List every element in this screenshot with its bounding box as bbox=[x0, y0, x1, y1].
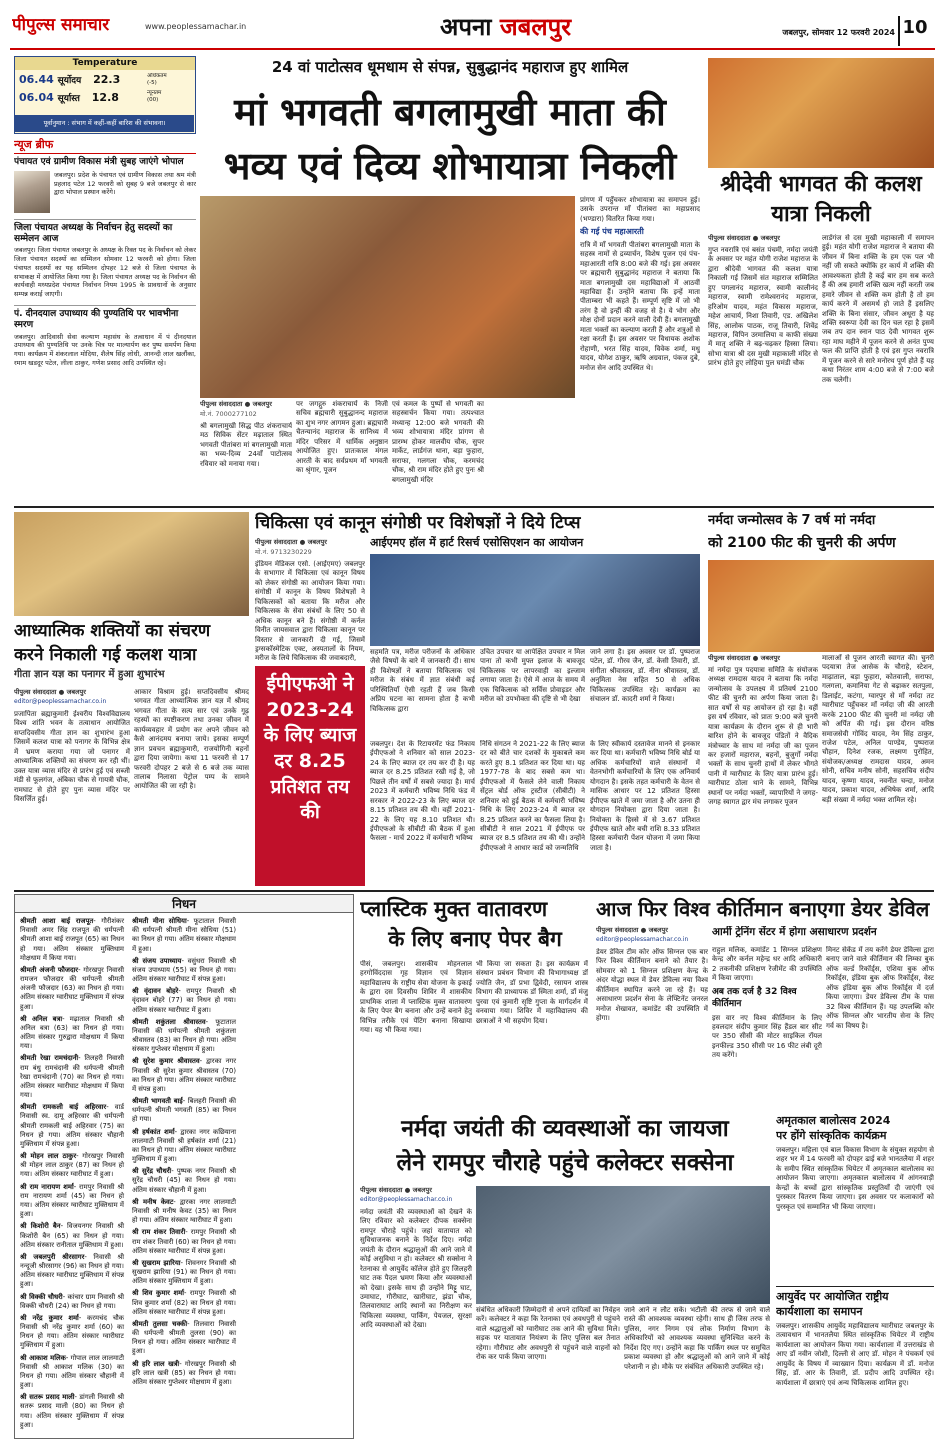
narmada-visit-col4: जाने आने न लौट सके। भटौली की तरफ से जाने वाले रास्ते की आवश्यक व्यवस्था रहेगी। साथ ही जिस तरफ से पुलिस, नगर निगम एवं लोक निर्माण विभाग के अधिकारियों को आवश्यक व्यवस्था सुनिश्चित करने के निर्देश दिए गए। उन्होंने कहा कि पार्किंग स्थल पर समुचित प्रकाश व्यवस्था हो और श्रद्धालुओं को आने जाने में कोई परेशानी न हो। मौके पर संबंधित अधिकारी उपस्थित रहे। bbox=[624, 1306, 770, 1371]
obituary-text: - गौरीशंकर निवासी अमर सिंह राजपूत की धर्मपत्नी श्रीमती आशा बाई राजपूत (65) का निधन हो गया। अंतिम संस्कार मुक्तिधाम मोक्षधाम में किया गया। bbox=[20, 917, 124, 962]
max-label: अधिकतम bbox=[147, 73, 167, 79]
obituary-text: - गोरखपुर निवासी श्री हरि लाल खत्री (85) का निधन हो गया। अंतिम संस्कार गुप्तेश्वर मोक्षधाम में हुआ। bbox=[132, 1359, 236, 1386]
obituary-text: - कांचार ग्राम निवासी श्री विक्की चौधरी (24) का निधन हो गया। bbox=[20, 1292, 124, 1310]
seminar-col1: इंडियन मेडिकल एसो. (आईएमए) जबलपुर के सभागार में चिकित्सा एवं कानून विषय को लेकर संगोष्ठी का आयोजन किया गया। संगोष्ठी में कानून के विषय विशेषज्ञों ने चिकित्सकों को बताया कि मरीज और चिकित्सक के सेवा संबंधों के लिए 50 से अधिक कानून बने हैं। संगोष्ठी में कर्नल विनीत जायसवाल द्वारा चिकित्सा कानून पर विस्तार से जानकारी दी गई, जिसमें ड्रग्सकॉस्मेटिक एक्ट, अस्पतालों के नियम, मरीज के लिये चिकित्सक की जवाबदारी, bbox=[255, 560, 365, 663]
obituary-entry bbox=[20, 917, 124, 963]
epfo-box: ईपीएफओ ने 2023-24 के लिए ब्याज दर 8.25 प्रतिशत तय की bbox=[255, 666, 365, 886]
spiritual-sub: गीता ज्ञान यज्ञ का पनागर में हुआ शुभारंभ bbox=[14, 669, 165, 680]
obituary-entry bbox=[132, 1018, 236, 1055]
obituary-text: - रामपुर निवासी श्री शिव कुमार शर्मा (82) का निधन हो गया। अंतिम संस्कार ग्वारीघाट में संपन्न हुआ। bbox=[132, 1289, 236, 1316]
obituary-name: श्री नरेंद्र कुमार शर्मा bbox=[20, 1313, 79, 1322]
sunrise-label: सूर्योदय bbox=[57, 76, 82, 86]
spiritual-headline-1: आध्यात्मिक शक्तियों का संचरण bbox=[14, 621, 211, 641]
obituary-entry bbox=[20, 1393, 124, 1430]
spiritual-email[interactable]: editor@peoplessamachar.co.in bbox=[14, 698, 107, 705]
obituary-title: निधन bbox=[15, 895, 353, 913]
obituary-entry bbox=[20, 1015, 124, 1052]
bhagwat-byline: पीपुल्स संवाददाता ● जबलपुर bbox=[708, 234, 780, 242]
lead-headline-2: भव्य एवं दिव्य शोभायात्रा निकली bbox=[223, 144, 677, 188]
narmada-visit-email[interactable]: editor@peoplessamachar.co.in bbox=[360, 1196, 453, 1203]
narmada-rally-headline-1: नर्मदा जन्मोत्सव के 7 वर्ष मां नर्मदा bbox=[708, 513, 876, 528]
epfo-col2: निधि संगठन ने 2021-22 के लिए ब्याज दर को बीते चार दशकों के मुकाबले कम करते हुए 8.1 प्रतिशत कर दिया था। यह 1977-78 के बाद सबसे कम था। ईपीएफओ में फैसले लेने वाली निकाय सेंट्रल बोर्ड ऑफ ट्रस्टीज (सीबीटी) ने शनिवार को हुई बैठक में कर्मचारी भविष्य निधि के लिए 2023-24 में ब्याज दर 8.25 प्रतिशत करने का फैसला लिया है। सीबीटी ने साल 2021 में ईपीएफ पर ब्याज दर 8.5 प्रतिशत तय की थी। उन्होंने ईपीएफओ ने आधार कार्ड को जन्मतिथि bbox=[480, 740, 585, 852]
min-delta: (00) bbox=[147, 97, 159, 104]
record-subhead: अब तक दर्ज है 32 विश्व कीर्तिमान bbox=[712, 986, 797, 1009]
obituary-text: - फूटाताल निवासी की धर्मपत्नी श्रीमती शकुंतला श्रीवास्तव (83) का निधन हो गया। अंतिम संस्कार गुप्तेश्वर मोक्षधाम में हुआ। bbox=[132, 1017, 236, 1054]
lead-byline: पीपुल्स संवाददाता ● जबलपुर bbox=[200, 400, 272, 408]
record-col2-wrap bbox=[712, 946, 822, 1110]
obituary-name: श्री मोहन लाल ठाकुर bbox=[20, 1152, 77, 1161]
paperbag-headline-1: प्लास्टिक मुक्त वातावरण bbox=[360, 897, 548, 921]
page-number: 10 bbox=[898, 16, 930, 46]
obituary-name: श्रीमती मीना सोधिया bbox=[132, 917, 187, 925]
obituary-entry bbox=[132, 1360, 236, 1388]
ayurveda-box bbox=[776, 1290, 934, 1440]
seminar-col3: उचित उपचार या आपेक्षित उपचार न मिल पाना तो कभी मुफ्त इलाज के बावजूद चिकित्सक पर लापरवाही का इल्जाम लगाया जाता है। ऐसे में आज के समय में एक चिकित्सक को सर्विस प्रोवाइडर और मरीज को उपभोक्ता की दृष्टि से भी देखा bbox=[480, 648, 585, 704]
balotsav-headline-1: अमृतकाल बालोत्सव 2024 bbox=[776, 1114, 891, 1127]
lead-col3: एवं कमल के पुष्पों से भगवती का सहस्त्रार्चन किया गया। तत्पश्चात मध्यान्ह 12:00 बजे भगवती की भव्य शोभायात्रा मंदिर प्रांगण से प्रारम्भ होकर मालवीय चौक, सुपर मार्केट, लार्डगंज थाना, बड़ा फुहारा, सराफा, गलगला चौक, करमचंद चौक, श्री राम मंदिर होते हुए पुनः श्री बगलामुखी मंदिर bbox=[392, 400, 484, 484]
obituary-entry bbox=[132, 1097, 236, 1125]
obituary-name: श्री राम शंकर तिवारी bbox=[132, 1228, 186, 1237]
obituary-entry bbox=[20, 966, 124, 1012]
narmada-rally-byline: पीपुल्स संवाददाता ● जबलपुर bbox=[708, 654, 780, 662]
obituary-name: श्री वृंदावन बोहरे bbox=[132, 987, 179, 996]
lead-col1: श्री बगलामुखी सिद्ध पीठ शंकराचार्य मठ सिविक सेंटर मढ़ाताल स्थित भगवती पीतांबरा मां बगलामुखी माता का भव्य-दिव्य 24वाँ पाटोत्सव रविवार को मनाया गया। bbox=[200, 422, 292, 468]
obituary-text: - विजयनगर निवासी श्री किशोरी बैन (65) का निधन हो गया। अंतिम संस्कार रानीताल मुक्तिधाम में हुआ। bbox=[20, 1222, 124, 1249]
ayurveda-body: जबलपुर। शासकीय आयुर्वेद महाविद्यालय ग्वारीघाट जबलपुर के तत्वावधान में भानतलैया स्थित सांस्कृतिक थियेटर में राष्ट्रीय कार्यशाला का आयोजन किया गया। कार्यशाला में उत्तराखंड से आए डॉ नवीन जोशी, दिल्ली से आए डॉ. मोहन ने पंचकर्म एवं आयुर्वेद के विषय में व्याख्यान दिया। कार्यक्रम में डॉ. मनोज सिंह, डॉ. आर के तिवारी, डॉ. प्रदीप आदि उपस्थित रहे। कार्यशाला में छात्राएं एवं अन्य चिकित्सक शामिल हुए। bbox=[776, 1322, 934, 1387]
obituary-text: - द्वारका नगर कछियाना लालमाटी निवासी श्री हर्षकांत शर्मा (21) का निधन हो गया। अंतिम संस्कार ग्वारीघाट मुक्तिधाम में हुआ। bbox=[132, 1127, 236, 1164]
obituary-entry bbox=[132, 1320, 236, 1357]
lead-col4b: रात्रि में माँ भगवती पीतांबरा बगलामुखी माता के सहस्त्र नामों से द्रव्यार्चन, विशेष पूजन एवं पंच-महाआरती रात्रि 8:00 बजे की गई। इस अवसर पर ब्रह्मचारी सुबुद्धानंद महाराज ने बताया कि माता बगलामुखी दस महाविद्याओं में आठवीं महाविद्या हैं। उन्होंने बताया कि इन्हें माता पीताम्बरा भी कहते हैं। सम्पूर्ण सृष्टि में जो भी तरंग है वो इन्हीं की वजह से है। ये भोग और मोक्ष दोनों प्रदान करने वाली देवी हैं। बगलामुखी माता भक्तों का कल्याण करती हैं और शत्रुओं से रक्षा करती हैं। इस अवसर पर विधायक अशोक रोहाणी, भरत सिंह यादव, विवेक शर्मा, मधु यादव, योगेश ठाकुर, ऋषि अग्रवाल, पंकज दुबे, मनोज सेन आदि उपस्थित थे। bbox=[580, 240, 700, 372]
record-col1: डेयर डेविल टीम कोर ऑफ सिग्नल एक बार फिर विश्व कीर्तिमान बनाने को तैयार है। सोमवार को 1 सिग्नल प्रशिक्षण केन्द्र के अंदर योद्धा स्थल में डेयर डेविल्स नया विश्व कीर्तिमान स्थापित करने जा रहे हैं। यह असाधारण प्रदर्शन सेना के लेफ्टिनेंट जनरल मनोज शेखावत, कमांडेंट की उपस्थिति में होगा। bbox=[596, 948, 708, 1023]
spiritual-col2: आकार विश्राम हुई। सप्तदिवसीय श्रीमद भगवत गीता आध्यात्मिक ज्ञान यज्ञ में श्रीमद भगवत गीता के सत्य सार एवं उनके गूढ़ रहस्यों का स्पष्टीकरण तथा उनका जीवन में कार्यव्यवहार में प्रयोग कर अपने जीवन को कैसे आनंदमय बनाया जाये। इसका सम्पूर्ण ज्ञान प्रवचन ब्रह्माकुमारी, राजयोगिनी बहनों द्वारा दिया जायेगा। कथा 11 फरवरी से 17 फरवरी दोपहर 2 बजे से 6 बजे तक व्यास तालाब निलासा पेट्रोल पम्प के सामने आयोजित की जा रही है। bbox=[134, 688, 249, 791]
weather-title: Temperature bbox=[15, 57, 195, 70]
obituary-text: - निवासी श्री नन्दूजी श्रीरसागर (96) का निधन हो गया। अंतिम संस्कार ग्वारीघाट मुक्तिधाम में संपन्न हुआ। bbox=[20, 1252, 124, 1289]
max-delta: (-5) bbox=[147, 80, 157, 87]
lead-col4-wrap bbox=[580, 196, 700, 502]
obituary-text: - मढ़ाताल निवासी श्री अनिल बत्रा (63) का निधन हो गया। अंतिम संस्कार गुरुद्वारा मोक्षधाम में किया गया। bbox=[20, 1014, 124, 1051]
lead-headline-1: मां भगवती बगलामुखी माता की bbox=[234, 90, 666, 134]
obituary-name: श्री सुखराम झारिया bbox=[132, 1258, 181, 1267]
obituary-name: श्रीमती भागवती बाई bbox=[132, 1097, 183, 1106]
obituary-text: - तिलहरी निवासी राम बंधु रामचंदानी की धर्मपत्नी श्रीमती रेखा रामचंदानी (70) का निधन हो गया। अंतिम संस्कार ग्वारीघाट मोक्षधाम में किया गया। bbox=[20, 1054, 124, 1100]
obituary-text: - फूटाताल निवासी की धर्मपत्नी श्रीमती मीना सोधिया (51) का निधन हो गया। अंतिम संस्कार मोक्षधाम में हुआ। bbox=[132, 917, 236, 953]
narmada-rally-headline-2: को 2100 फीट की चुनरी की अर्पण bbox=[708, 535, 896, 551]
obituary-text: - रामपुर निवासी श्री राम नारायण शर्मा (45) का निधन हो गया। अंतिम संस्कार ग्वारीघाट मुक्तिधाम में हुआ। bbox=[20, 1182, 124, 1219]
obituary-name: श्री संजय उपाध्याय bbox=[132, 956, 182, 965]
obituary-name: श्री सुरेश कुमार श्रीवास्तव bbox=[132, 1057, 200, 1066]
min-temp: 12.8 bbox=[91, 91, 119, 104]
obituary-name: श्रीमती रेखा रामचंदानी bbox=[20, 1054, 79, 1063]
obituary-text: - रामपुर निवासी श्री राम शंकर तिवारी (60) का निधन हो गया। अंतिम संस्कार ग्वारीघाट में संपन्न हुआ। bbox=[132, 1228, 236, 1255]
seminar-sub: आईएमए हॉल में हार्ट रिसर्च एसोसिएशन का आयोजन bbox=[370, 536, 584, 549]
balotsav-box bbox=[776, 1114, 934, 1284]
record-sub: आर्मी ट्रेनिंग सेंटर में होगा असाधारण प्रदर्शन bbox=[712, 926, 877, 938]
obituary-text: - गोपाल लाल लालमाटी निवासी श्री आकाश मलिक (30) का निधन हो गया। अंतिम संस्कार चौहानी में हुआ। bbox=[20, 1353, 125, 1390]
obituary-name: श्री हर्षकांत शर्मा bbox=[132, 1127, 175, 1136]
lead-col4: प्रांगण में पहुँचकर शोभायात्रा का समापन हुई। उसके उपरान्त माँ पीतांबरा का महाप्रसाद (भण्डारा) वितरित किया गया। bbox=[580, 196, 700, 223]
obituary-text: - तिलवारा निवासी की धर्मपत्नी श्रीमती तुलसा (90) का निधन हो गया। अंतिम संस्कार ग्वारीघाट में हुआ। bbox=[132, 1319, 236, 1356]
brief-item2-headline: जिला पंचायत अध्यक्ष के निर्वाचन हेतु सदस्यों का सम्मेलन आज bbox=[14, 219, 196, 245]
obituary-name: श्री आकाश मलिक bbox=[20, 1353, 66, 1362]
brief-item2-body: जबलपुर। जिला पंचायत जबलपुर के अध्यक्ष के रिक्त पद के निर्वाचन को लेकर जिला पंचायत सदस्यों का सम्मिलन सोमवार 12 फरवरी को होगा। जिला पंचायत सदस्यों का यह सम्मिलन दोपहर 12 बजे से जिला पंचायत के सभाकक्ष में आयोजित किया गया है। जिला पंचायत अध्यक्ष पद के निर्वाचन की कार्यवाही मध्यप्रदेश पंचायत निर्वाचन नियम 1995 के प्रावधानों के अनुसार सम्पन्न कराई जाएगी। bbox=[14, 246, 196, 299]
spiritual-photo bbox=[14, 512, 249, 616]
obituary-text: - रामपुर निवासी श्री वृंदावन बोहरे (77) का निधन हो गया। अंतिम संस्कार ग्वारीघाट में हुआ। bbox=[132, 987, 236, 1014]
obituary-name: श्रीमती तुलसा चक्की bbox=[132, 1319, 188, 1328]
obituary-text: - वार्ड निवासी स्व. दामू अहिरवार की धर्मपत्नी श्रीमती रामकली बाई अहिरवार (75) का निधन हो गया। अंतिम संस्कार चौहानी मुक्तिधाम में संपन्न हुआ। bbox=[20, 1103, 124, 1148]
obituary-name: श्री किशोरी बैन bbox=[20, 1222, 61, 1231]
obituary-text: - डांगली निवासी श्री सतरू प्रसाद माली (80) का निधन हो गया। अंतिम संस्कार मुक्तिधाम में संपन्न हुआ। bbox=[20, 1393, 125, 1429]
bhagwat-headline: श्रीदेवी भागवत की कलश यात्रा निकली bbox=[720, 172, 922, 227]
paperbag-col1: पीसं, जबलपुर। शासकीय मोहनलाल हरगोविंददास गृह विज्ञान एवं विज्ञान महाविद्यालय के राष्ट्रीय सेवा योजना के इकाई के द्वारा दस दिवसीय शिविर में शासकीय प्राथमिक शाला में प्लास्टिक मुक्त वातावरण के लिए पेपर बैग बनाना और उन्हें बनाने हेतु विभिन्न तरीके एवं पेंटिंग बनाना सिखाया गया। यह भी किया गया। bbox=[360, 960, 472, 1035]
news-brief-label: न्यूज ब्रीफ bbox=[14, 138, 196, 154]
lead-photo bbox=[200, 196, 575, 398]
narmada-rally-photo bbox=[708, 560, 934, 652]
spiritual-headline-2: करने निकाली गई कलश यात्रा bbox=[14, 645, 197, 665]
lead-col2: पर जगद्गुरु शंकराचार्य के निजी सचिव ब्रह्मचारी सुबुद्धानन्द महाराज का शुभ नगर आगमन हुआ। ब्रह्मचारी चैतन्यानंद महाराज के सानिध्य में मंदिर परिसर में धार्मिक अनुष्ठान आयोजित हुए। प्रातःकाल मंगल आरती के बाद सर्वप्रथम माँ भगवती का श्रृंगार, पूजन bbox=[296, 400, 388, 475]
obituary-text: - द्वारका नगर निवासी श्री सुरेश कुमार श्रीवास्तव (70) का निधन हो गया। अंतिम संस्कार ग्वारीघाट में संपन्न हुआ। bbox=[132, 1057, 236, 1093]
seminar-headline: चिकित्सा एवं कानून संगोष्ठी पर विशेषज्ञों ने दिये टिप्स bbox=[255, 513, 581, 533]
masthead-logo: पीपुल्स समाचार bbox=[12, 15, 110, 35]
obituary-name: श्रीमती अंजनी फौजदार bbox=[20, 965, 79, 974]
obituary-text: - द्वारका नगर लालमाटी निवासी श्री मनीष केवट (35) का निधन हो गया। अंतिम संस्कार ग्वारीघाट में हुआ। bbox=[132, 1197, 236, 1225]
seminar-byline: पीपुल्स संवाददाता ● जबलपुर bbox=[255, 538, 327, 546]
paperbag-col2: भी किया जा सकता है। इस कार्यक्रम में संस्थान प्रबंधन विभाग की विभागाध्यक्ष डॉ ज्योति जैन, डॉ प्रभा द्विवेदी, रसायन शास्त्र विभाग की प्राध्यापक डॉ स्मिता शर्मा, डॉ मंजु पुरवा एवं कुमारी सृष्टि गुप्ता के मार्गदर्शन में वनवाया गया। शिविर में महाविद्यालय की छात्राओं ने भी सहयोग दिया। bbox=[476, 960, 588, 1025]
obituary-entry bbox=[20, 1103, 124, 1149]
narmada-visit-col3: संबंधित अधिकारी जिम्मेदारी से अपने दायित्वों का निर्वहन करें। कलेक्टर ने कहा कि रेतनाका एवं अवधपुरी से पहुंचने वाले श्रद्धालुओं को ग्वारीघाट तक आने की सुविधा मिले। सड़क पर यातायात नियंत्रण के लिए पुलिस बल तैनात रहेगा। गौरीघाट और अवधपुरी से पहुंचने वाले वाहनों को रोक कर पार्क किया जाएगा। bbox=[476, 1306, 620, 1362]
seminar-col4: जाने लगा है। इस अवसर पर डॉ. पुष्पराज पटेल, डॉ. गौरव जैन, डॉ. केसी तिवारी, डॉ. संगीता श्रीवास्तव, डॉ. नीना श्रीवास्तव, डॉ. अनुमिता नेस सहित 50 से अधिक चिकित्सक उपस्थित रहे। कार्यक्रम का संचालन डॉ. कादरी शर्मा ने किया। bbox=[590, 648, 700, 704]
narmada-visit-col1: नर्मदा जयंती की व्यवस्थाओं को देखने के लिए रविवार को कलेक्टर दीपक सक्सेना रामपुर चौराहे पहुंचे। जहां यातायात को सुविधाजनक बनाने के निर्देश दिए। नर्मदा जयंती के दौरान श्रद्धालुओं की आने जाने में कोई असुविधा न हो। कलेक्टर श्री सक्सेना ने रेतनाका से आयुर्वेद कॉलेज होते हुए जिलहरी घाट तक पैदल भ्रमण किया और व्यवस्थाओं को देखा। इसके साथ ही उन्होंने मिट्टू घाट, उमाघाट, गौरीघाट, खारीघाट, झंडा चौक, तिलवाराघाट आदि स्थानों का निरीक्षण कर चिकित्सा व्यवस्था, पार्किंग, पेयजल, सुरक्षा आदि व्यवस्थाओं को देखा। bbox=[360, 1208, 472, 1330]
narmada-visit-headline-1: नर्मदा जयंती की व्यवस्थाओं का जायजा bbox=[401, 1116, 729, 1142]
obituary-entry bbox=[20, 1354, 124, 1391]
bhagwat-col2: लार्डगंज से दस मुखी महाकाली में समापन हुई। महंत योगी राजेश महाराज ने बताया की जीवन में बिना शक्ति के हम एक पल भी नहीं जी सकते क्योंकि हर कार्य में शक्ति की आवश्यकता होती है कई बार हम सब करते हैं की अब हमारी शक्ति खत्म नहीं करती जब हमारे जीवन से शक्ति कम होती है तो हम कार्य करने में असमर्थ हो जाते हैं इसलिए शक्ति के बिना संसार, जीवन अधूरा है यह शक्ति स्वरूपा देवी का दिन चल रहा है इसमें जब तप दान स्नान पाठ देवी भागवत शुरू रहा माघ महीने में पूजन करने से अनंत पुण्य फल की प्राप्ति होती है एवं इस गुप्त नवरात्रि में पूजन करने से सारे मनोरथ पूर्ण होते हैं यह कथा निरंतर शाम 4:00 बजे से 7:00 बजे तक चलेगी। bbox=[822, 234, 934, 384]
obituary-text: - बिलहरी निवासी की धर्मपत्नी श्रीमती भगवती (85) का निधन हो गया। bbox=[132, 1097, 236, 1124]
lead-photo-label: मो.नं. 7000277102 bbox=[200, 410, 257, 418]
balotsav-headline-2: पर होंगे सांस्कृतिक कार्यक्रम bbox=[776, 1128, 887, 1142]
obituary-entry bbox=[20, 1054, 124, 1100]
obituary-columns bbox=[15, 913, 353, 1437]
obituary-entry bbox=[132, 1228, 236, 1256]
seminar-photo bbox=[370, 554, 700, 646]
obituary bbox=[14, 894, 354, 1439]
record-email[interactable]: editor@peoplessamachar.co.in bbox=[596, 936, 689, 943]
masthead-url[interactable]: www.peoplessamachar.in bbox=[145, 22, 247, 31]
sunset-label: सूर्यास्त bbox=[57, 94, 80, 104]
seminar-col2: सहमति पत्र, मरीज परीजनों के अधिकार जैसे विषयों के बारे में जानकारी दी। साथ ही विशेषज्ञों ने बताया चिकित्सक एवं मरीज के संबंध में ज्ञात संबंधी कई परिस्थितियाँ ऐसी रहती हैं जब किसी अप्रिय घटना का सामना होता है कभी चिकित्सक द्वारा bbox=[370, 648, 475, 713]
obituary-entry bbox=[132, 1057, 236, 1094]
obituary-name: श्री मनीष केवट bbox=[132, 1197, 174, 1206]
obituary-entry bbox=[20, 1314, 124, 1351]
brief-item1-body: जबलपुर। प्रदेश के पंचायत एवं ग्रामीण विकास तथा श्रम मंत्री प्रहलाद पटेल 12 फरवरी को सुबह 9 बजे जबलपुर से कार द्वारा भोपाल प्रस्थान करेंगे। bbox=[54, 170, 196, 197]
obituary-entry bbox=[132, 917, 236, 954]
obituary-text: - गोरखपुर निवासी श्री मोहन लाल ठाकुर (87) का निधन हो गया। अंतिम संस्कार ग्वारीघाट में हुआ। bbox=[20, 1152, 124, 1179]
obituary-text: - वसुंधरा निवासी श्री संजय उपाध्याय (55) का निधन हो गया। अंतिम संस्कार ग्वारीघाट में संपन्न हुआ। bbox=[132, 956, 236, 984]
obituary-name: श्रीमती शकुंतला श्रीवास्तव bbox=[132, 1017, 206, 1026]
ayurveda-headline-2: कार्यशाला का समापन bbox=[776, 1304, 863, 1318]
obituary-name: श्रीमती रामकली बाई अहिरवार bbox=[20, 1103, 107, 1112]
obituary-entry bbox=[132, 987, 236, 1015]
lead-kicker: 24 वां पाटोत्सव धूमधाम से संपन्न, सुबुद्धानंद महाराज हुए शामिल bbox=[271, 58, 629, 76]
obituary-name: श्री हरि लाल खत्री bbox=[132, 1359, 180, 1368]
obituary-entry bbox=[20, 1253, 124, 1290]
obituary-entry bbox=[132, 1128, 236, 1165]
obituary-name: श्री राम नारायण शर्मा bbox=[20, 1182, 74, 1191]
obituary-entry bbox=[132, 1259, 236, 1287]
sunset-time: 06.04 bbox=[19, 91, 54, 104]
bhagwat-col1: गुप्त नवरात्रि एवं बसंत पंचमी, नर्मदा जयंती के अवसर पर महंत योगी राजेश महाराज के द्वारा श्रीदेवी भागवत की कलश यात्रा निकाली गई जिसमें संत महाराज सम्मिलित हुए पगलानंद महाराज, स्वामी कालीनंद महाराज, स्वामी रामेश्वरानंद महाराज, हरिओम यादव, महंत विकास महाराज, महेश आचार्य, निशा तिवारी, एड. अखिलेश सिंह, आलोक पाठक, राजू तिवारी, शिवेंद्र महाराज, विपिन उरमालिया व काफी संख्या में मातृ शक्ति ने बढ़-चढ़कर हिस्सा लिया। सोभा यात्रा श्री दस मुखी महाकाली मंदिर से प्रारंभ होते हुए लोहिया पुल घमंडी चौक bbox=[708, 246, 818, 368]
sunrise-time: 06.44 bbox=[19, 73, 54, 86]
obituary-text: - गोरखपुर निवासी रामजन फौजदार की धर्मपत्नी श्रीमती अंजनी फौजदार (63) का निधन हो गया। अंतिम संस्कार ग्वारीघाट मुक्तिधाम में संपन्न हुआ। bbox=[20, 965, 124, 1011]
obituary-entry bbox=[20, 1152, 124, 1180]
spiritual-col1: प्रजापिता ब्रह्माकुमारी ईश्वरीय विश्वविद्यालय विश्व शांति भवन के तत्वाधान आयोजित सप्तदिवसीय गीता ज्ञान का शुभारंभ हुआ जिसमें कलश यात्रा को पनागर के विभिन्न क्षेत्र में भ्रमण कराया गया जो पनागर में आध्यात्मिक शक्तियों का संचरण कर रही थीं। उक्त यात्रा व्यास मंदिर से प्रारंभ हुई एवं सब्जी मंडी से फूलगंज, अंबिका चौक से गायत्री चौक, रामघाट से होते हुए पुनः व्यास मंदिर पर विसर्जित हुई। bbox=[14, 710, 130, 803]
obituary-entry bbox=[132, 1289, 236, 1317]
lead-col4-subhead: की गई पंच महाआरती bbox=[580, 227, 644, 237]
narmada-rally-col2: मालाओं से पूजन आरती स्वागत की। चुनरी पदयात्रा तेज आसेक के चौराहे, स्टेशन, माढ़ाताल, बड़ा फुहारा, कोतवाली, सराफा, गलगला, कमानिया गेट से बढ़ाकर सतपुला, डिलाईट, कटंगा, ग्वारपुर से माँ नर्मदा तट ग्वारीघाट पहुँचकर माँ नर्मदा जी की आरती करके 2100 फीट की चुनरी मां नर्मदा जी को अर्पित की गई। इस दौरान वरिष्ठ समाजसेवी गोविंद यादव, नेम सिंह ठाकुर, राजेश पटेल, अनिल पाण्डेय, पुष्पराज चौहान, दिनेश रजक, लक्ष्मण पुरोहित, संयोजक/अध्यक्ष रामदास यादव, अमन सोनी, सचिव मनीष सोनी, सहसचिव संदीप यादव, कृष्णा यादव, नवनीत चन्दा, मनोज यादव, प्रकाश यादव, अभिषेक शर्मा, आदि बड़ी संख्या में नर्मदा भक्त शामिल रहे। bbox=[822, 654, 934, 804]
obituary-entry bbox=[20, 1222, 124, 1250]
masthead-date: जबलपुर, सोमवार 12 फरवरी 2024 bbox=[782, 28, 895, 37]
narmada-visit-headline-2: लेने रामपुर चौराहे पहुंचे कलेक्टर सक्सेना bbox=[396, 1150, 734, 1176]
news-brief bbox=[14, 138, 196, 506]
spiritual-byline: पीपुल्स संवाददाता ● जबलपुर bbox=[14, 688, 86, 696]
epfo-col1: जबलपुर। देश के रिटायरमेंट फंड निकाय ईपीएफओ ने शनिवार को साल 2023-24 के लिए ब्याज दर तय कर दी है। यह ब्याज दर 8.25 प्रतिशत रखी गई है, जो पिछले तीन वर्षों में सबसे ज्यादा है। मार्च 2023 में कर्मचारी भविष्य निधि फंड में सरकार ने 2022-23 के लिए ब्याज दर 8.15 प्रतिशत तय की थी। वहीं 2021-22 के लिए यह 8.10 प्रतिशत थी। ईपीएफओ के सीबीटी की बैठक में हुआ फैसला - मार्च 2022 में कर्मचारी भविष्य bbox=[370, 740, 475, 843]
epfo-col3: के लिए स्वीकार्य दस्तावेज मानने से इनकार कर दिया था। कर्मचारी भविष्य निधि बोर्ड या अधिक कर्मचारियों वाले संस्थानों में वेतनभोगी कर्मचारियों के लिए एक अनिवार्य योगदान है। इसके तहत कर्मचारी के वेतन से मासिक आधार पर 12 प्रतिशत हिस्सा ईपीएफ खाते में जमा जाता है और उतना ही योगदान नियोक्ता द्वारा दिया जाता है। नियोक्ता के हिस्से में से 3.67 प्रतिशत ईपीएफ खाते और बची राशि 8.33 प्रतिशत हिस्सा कर्मचारी पेंशन योजना में जमा किया जाता है। bbox=[590, 740, 700, 852]
obituary-name: श्री जबलपुरी श्रीरसागर bbox=[20, 1252, 85, 1261]
obituary-name: श्री शिव कुमार शर्मा bbox=[132, 1289, 184, 1298]
max-temp: 22.3 bbox=[93, 73, 121, 86]
record-col2: राहुल मलिक, कमांडेंट 1 सिग्नल प्रशिक्षण केन्द्र और कर्नल महेन्द्र धर आदि अधिकारी 2 तकनीकी प्रशिक्षण रेजीमेंट की उपस्थिति में किया जाएगा। bbox=[712, 946, 822, 983]
obituary-name: श्री अनिल बत्रा bbox=[20, 1014, 63, 1023]
brief-item1-headline: पंचायत एवं ग्रामीण विकास मंत्री सुबह जाएंगे भोपाल bbox=[14, 157, 184, 167]
obituary-name: श्री विक्की चौधरी bbox=[20, 1292, 63, 1301]
weather-box bbox=[14, 56, 196, 134]
obituary-entry bbox=[20, 1293, 124, 1311]
masthead bbox=[0, 0, 945, 52]
obituary-entry bbox=[20, 1183, 124, 1220]
lead-col3b bbox=[488, 400, 576, 502]
obituary-text: - शिवनगर निवासी श्री सुखराम झारिया (91) का निधन हो गया। अंतिम संस्कार मुक्तिधाम में हुआ। bbox=[132, 1258, 236, 1286]
obituary-text: - करमचंद चौक निवासी श्री नरेंद्र कुमार शर्मा (60) का निधन हो गया। अंतिम संस्कार ग्वारीघाट मुक्तिधाम में हुआ। bbox=[20, 1313, 125, 1350]
narmada-visit-byline: पीपुल्स संवाददाता ● जबलपुर bbox=[360, 1186, 432, 1194]
obituary-entry bbox=[132, 1198, 236, 1226]
ayurveda-headline-1: आयुर्वेद पर आयोजित राष्ट्रीय bbox=[776, 1290, 889, 1303]
brief-item3-body: जबलपुर। आदिवासी सेवा कल्याण महासंघ के तत्वाधान में पं दीनदयाल उपाध्याय की पुण्यतिथि पर उनके चित्र पर माल्यार्पण कर पुष्प समर्पण किया गया। कार्यक्रम में शंकरलाल मोदिया, शैलेष सिंह लोधी, आनन्दी लाल खलौंका, रमाम खडदूर पटेल, लीला ठाकुर, गणेश प्रसाद आदि उपस्थित रहे। bbox=[14, 332, 196, 367]
narmada-rally-col1: मां नर्मदा पुत्र पदयात्रा समिति के संयोजक अध्यक्ष रामदास यादव ने बताया कि नर्मदा जन्मोत्सव के उपलक्ष्य में प्रतिवर्ष 2100 फीट की चुनरी का अर्पण किया जाता है। सात वर्षों से यह आयोजन हो रहा है। वहीं इस वर्ष रविवार, को प्रातः 9:00 बजे चुनरी यात्रा कार्यक्रम के दौरान शुरू से ही भारी बारिश होने के बावजूद पंडितों ने वैदिक मंत्रोच्चार के साथ मां नर्मदा जी का पूजन कर हजारों महाराज, बहनों, बुजुर्गों नर्मदा भक्तों के साथ चुनरी हाथों में लेकर भीगते पानी में ग्वारीघाट के लिए यात्रा प्रारंभ हुई। ग्वारीघाट ठोला थाने के सामने, विभिन्न स्थानों पर नर्मदा भक्तों, व्यापारियों ने जगह-जगह स्वागत द्वार मंच लगाकर पूजन bbox=[708, 666, 818, 807]
minister-photo bbox=[14, 171, 50, 213]
min-label: न्यूनतम bbox=[147, 90, 162, 97]
weather-forecast: पूर्वानुमान : संभाग में कहीं-कहीं बारिश की संभावना। bbox=[15, 115, 194, 132]
obituary-name: श्री सुरेंद्र चौधरी bbox=[132, 1167, 172, 1176]
obituary-name: श्रीमती आशा बाई राजपूत bbox=[20, 917, 94, 925]
balotsav-body: जबलपुर। महिला एवं बाल विकास विभाग के संयुक्त सहयोग से शहर भर में 14 फरवरी को दोपहर ढाई बजे भानतलैया में शहर के समीप स्थित सांस्कृतिक थियेटर में अमृतकाल बालोत्सव का आयोजन किया जाएगा। अमृतकाल बालोत्सव में आंगनवाड़ी केन्द्रों के बच्चों द्वारा सांस्कृतिक प्रस्तुतियाँ दी जाएंगी एवं पुरस्कार वितरण किया जाएगा। इस अवसर पर कलाकारों को पुरस्कृत एवं सम्मानित भी किया जाएगा। bbox=[776, 1146, 934, 1211]
seminar-mobile: मो.नं. 9713230229 bbox=[255, 548, 312, 556]
narmada-visit-photo bbox=[476, 1186, 770, 1304]
record-col2b: इस वार नए विश्व कीर्तिमान के लिए हवलदार संदीप कुमार सिंह हैंडल बार सीट पर 350 सीसी की मोटर साइकिल रॉयल इनफील्ड 350 सीसी पर 16 फीट लंबी दूरी तय करेंगे। bbox=[712, 1013, 822, 1060]
brief-item3-headline: पं. दीनदयाल उपाध्याय की पुण्यतिथि पर भावभीना स्मरण bbox=[14, 305, 196, 331]
section-title: अपना जबलपुर bbox=[440, 13, 572, 41]
paperbag-headline-2: के लिए बनाए पेपर बैग bbox=[388, 927, 562, 951]
obituary-entry bbox=[132, 957, 236, 985]
record-col3: मिनट सेकेंड में तय करेंगे डेयर डेविल्स द्वारा बनाए जाने वाले कीर्तिमान की लिम्का बुक ऑफ वर्ल्ड रिकॉर्ड्स, एशिया बुक ऑफ रिकॉर्ड्स, इंडिया बुक ऑफ रिकॉर्ड्स, वेस्ट ऑफ इंडिया बुक ऑफ रिकॉर्ड्स में दर्ज किया जाएगा। डेयर डेविल्स टीम के पास 32 विश्व कीर्तिमान हैं। यह उपलब्धि कोर ऑफ सिग्नल और भारतीय सेना के लिए गर्व का विषय है। bbox=[826, 946, 934, 1030]
obituary-name: श्री सतरू प्रसाद माली bbox=[20, 1393, 75, 1402]
bhagwat-photo bbox=[708, 58, 934, 168]
obituary-entry bbox=[132, 1167, 236, 1195]
obituary-text: - पुष्पक नगर निवासी श्री सुरेंद्र चौधरी (45) का निधन हो गया। अंतिम संस्कार चौहानी में हुआ। bbox=[132, 1167, 236, 1194]
record-byline: पीपुल्स संवाददाता ● जबलपुर bbox=[596, 926, 668, 934]
record-headline: आज फिर विश्व कीर्तिमान बनाएगा डेयर डेविल bbox=[596, 897, 930, 921]
